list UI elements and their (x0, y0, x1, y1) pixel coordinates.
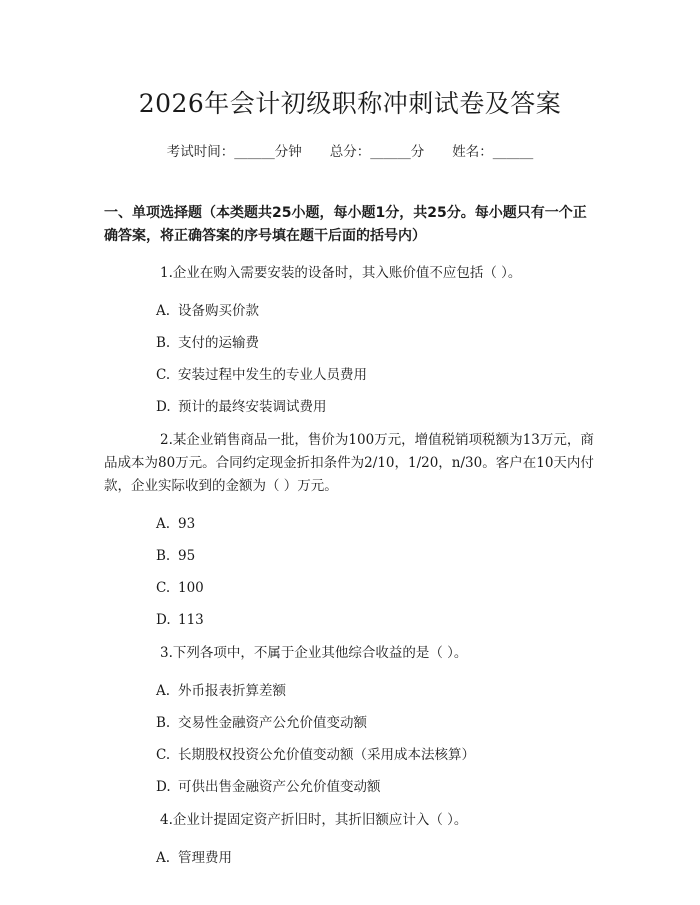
option-letter: C. (156, 747, 171, 763)
option-letter: B. (156, 715, 171, 731)
option-a (156, 514, 596, 534)
option-d (156, 397, 596, 417)
option-c (156, 365, 596, 385)
option-letter: A. (156, 683, 171, 699)
option-letter: D. (156, 399, 171, 415)
option-text: 预计的最终安装调试费用 (178, 399, 327, 415)
option-b (156, 713, 596, 733)
question-text: 某企业销售商品一批，售价为100万元，增值税销项税额为13万元，商品成本为80万元。合同约定现金折扣条件为2/10，1/20，n/30。客户在10天内付款，企业实际收到的金额为（ ）万元。 (104, 432, 594, 494)
option-text: 可供出售金融资产公允价值变动额 (178, 779, 381, 795)
option-text: 95 (178, 548, 196, 564)
exam-time-field: 考试时间：______分钟 (166, 144, 302, 160)
question-number: 4. (160, 812, 173, 828)
option-b (156, 333, 596, 353)
section-heading: 一、单项选择题（本类题共25小题，每小题1分，共25分。每小题只有一个正确答案，将正确答案的序号填在题干后面的括号内） (104, 205, 587, 244)
question-text: 下列各项中，不属于企业其他综合收益的是（ ）。 (172, 645, 468, 661)
option-b (156, 546, 596, 566)
question-1 (104, 262, 596, 417)
option-a (156, 848, 596, 868)
option-d (156, 777, 596, 797)
total-score-field: 总分：______分 (329, 144, 425, 160)
question-4 (104, 809, 596, 868)
question-stem (104, 642, 596, 665)
option-text: 长期股权投资公允价值变动额（采用成本法核算） (178, 747, 475, 763)
option-text: 安装过程中发生的专业人员费用 (178, 367, 367, 383)
option-a (156, 681, 596, 701)
option-c (156, 745, 596, 765)
exam-meta (104, 140, 596, 160)
option-letter: A. (156, 516, 171, 532)
question-stem (104, 809, 596, 832)
question-number: 2. (160, 432, 173, 448)
question-text: 企业计提固定资产折旧时，其折旧额应计入（ ）。 (172, 812, 468, 828)
option-text: 100 (178, 580, 204, 596)
option-text: 交易性金融资产公允价值变动额 (178, 715, 367, 731)
option-d (156, 610, 596, 630)
option-text: 113 (178, 612, 204, 628)
option-text: 外币报表折算差额 (178, 683, 286, 699)
option-letter: B. (156, 335, 171, 351)
student-name-field: 姓名：______ (452, 144, 534, 160)
option-a (156, 301, 596, 321)
option-letter: B. (156, 548, 171, 564)
question-list (104, 262, 596, 868)
question-stem (104, 429, 596, 498)
option-letter: A. (156, 303, 171, 319)
question-stem (104, 262, 596, 285)
option-letter: A. (156, 850, 171, 866)
question-number: 1. (160, 265, 173, 281)
option-letter: D. (156, 612, 171, 628)
option-letter: D. (156, 779, 171, 795)
option-text: 管理费用 (178, 850, 232, 866)
question-2 (104, 429, 596, 630)
question-3 (104, 642, 596, 797)
page-title: 2026年会计初级职称冲刺试卷及答案 (138, 89, 562, 118)
question-number: 3. (160, 645, 173, 661)
question-text: 企业在购入需要安装的设备时，其入账价值不应包括（ ）。 (172, 265, 522, 281)
option-letter: C. (156, 367, 171, 383)
option-letter: C. (156, 580, 171, 596)
option-text: 93 (178, 516, 196, 532)
option-text: 设备购买价款 (178, 303, 259, 319)
option-c (156, 578, 596, 598)
option-text: 支付的运输费 (178, 335, 259, 351)
